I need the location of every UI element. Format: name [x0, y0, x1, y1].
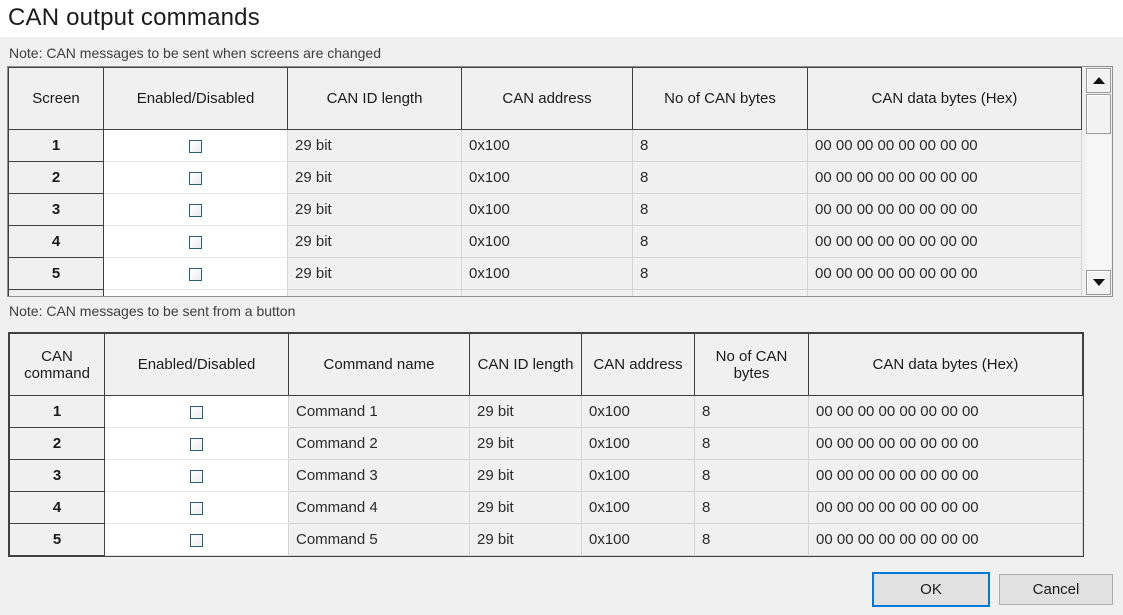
column-header-bytes: No of CAN bytes	[695, 334, 809, 396]
ok-button[interactable]	[872, 572, 990, 607]
can-id-length-cell[interactable]: 29 bit	[288, 162, 462, 194]
can-data-cell[interactable]: 00 00 00 00 00 00 00 00	[808, 162, 1082, 194]
scrollbar-thumb[interactable]	[1086, 94, 1111, 134]
screens-table	[8, 67, 1082, 296]
row-number: 3	[9, 194, 104, 226]
can-id-length-cell[interactable]: 29 bit	[288, 130, 462, 162]
can-bytes-cell[interactable]: 8	[633, 226, 808, 258]
can-address-cell[interactable]: 0x100	[582, 396, 695, 428]
screen-row	[9, 290, 1082, 297]
enabled-cell	[105, 460, 289, 492]
enabled-cell	[104, 226, 288, 258]
column-header-enabled: Enabled/Disabled	[104, 68, 288, 130]
can-data-cell[interactable]	[808, 290, 1082, 297]
can-id-length-cell[interactable]: 29 bit	[288, 226, 462, 258]
command-row	[10, 428, 1083, 460]
can-data-cell[interactable]: 00 00 00 00 00 00 00 00	[809, 524, 1083, 556]
command-name-cell[interactable]: Command 2	[289, 428, 470, 460]
screens-grid-control	[7, 66, 1113, 297]
vertical-scrollbar[interactable]	[1086, 68, 1111, 295]
enabled-checkbox[interactable]	[189, 268, 202, 281]
can-data-cell[interactable]: 00 00 00 00 00 00 00 00	[809, 396, 1083, 428]
cancel-button[interactable]	[999, 574, 1113, 605]
scroll-up-arrow-icon	[1093, 77, 1105, 84]
enabled-cell	[104, 290, 288, 297]
can-id-length-cell[interactable]: 29 bit	[288, 258, 462, 290]
cancel-button-label: Cancel	[1032, 581, 1080, 598]
enabled-cell	[104, 130, 288, 162]
can-id-length-cell[interactable]: 29 bit	[470, 492, 582, 524]
can-bytes-cell[interactable]	[633, 290, 808, 297]
can-data-cell[interactable]: 00 00 00 00 00 00 00 00	[808, 194, 1082, 226]
enabled-checkbox[interactable]	[190, 438, 203, 451]
can-data-cell[interactable]: 00 00 00 00 00 00 00 00	[809, 492, 1083, 524]
scroll-down-arrow-icon	[1093, 279, 1105, 286]
can-id-length-cell[interactable]: 29 bit	[470, 428, 582, 460]
screen-row	[9, 162, 1082, 194]
command-row	[10, 396, 1083, 428]
command-name-cell[interactable]: Command 1	[289, 396, 470, 428]
enabled-cell	[105, 428, 289, 460]
can-id-length-cell[interactable]: 29 bit	[470, 396, 582, 428]
can-bytes-cell[interactable]: 8	[695, 524, 809, 556]
commands-table	[9, 333, 1083, 556]
row-number: 3	[10, 460, 105, 492]
row-number	[9, 290, 104, 297]
screen-row	[9, 226, 1082, 258]
column-header-address: CAN address	[582, 334, 695, 396]
command-name-cell[interactable]: Command 3	[289, 460, 470, 492]
column-header-command-name: Command name	[289, 334, 470, 396]
can-bytes-cell[interactable]: 8	[695, 492, 809, 524]
can-address-cell[interactable]: 0x100	[462, 258, 633, 290]
command-row	[10, 492, 1083, 524]
can-data-cell[interactable]: 00 00 00 00 00 00 00 00	[808, 130, 1082, 162]
column-header-data: CAN data bytes (Hex)	[808, 68, 1082, 130]
commands-table-note: Note: CAN messages to be sent from a button	[9, 303, 296, 319]
enabled-checkbox[interactable]	[189, 140, 202, 153]
column-header-bytes: No of CAN bytes	[633, 68, 808, 130]
enabled-checkbox[interactable]	[189, 204, 202, 217]
can-bytes-cell[interactable]: 8	[695, 428, 809, 460]
enabled-cell	[105, 524, 289, 556]
column-header-data: CAN data bytes (Hex)	[809, 334, 1083, 396]
screen-row	[9, 194, 1082, 226]
column-header-screen: Screen	[9, 68, 104, 130]
enabled-checkbox[interactable]	[190, 406, 203, 419]
can-bytes-cell[interactable]: 8	[633, 258, 808, 290]
can-address-cell[interactable]: 0x100	[462, 162, 633, 194]
can-address-cell[interactable]: 0x100	[582, 428, 695, 460]
screens-grid-viewport	[8, 67, 1083, 296]
screen-row	[9, 130, 1082, 162]
can-id-length-cell[interactable]	[288, 290, 462, 297]
column-header-enabled: Enabled/Disabled	[105, 334, 289, 396]
enabled-checkbox[interactable]	[190, 534, 203, 547]
can-data-cell[interactable]: 00 00 00 00 00 00 00 00	[808, 226, 1082, 258]
can-data-cell[interactable]: 00 00 00 00 00 00 00 00	[808, 258, 1082, 290]
enabled-checkbox[interactable]	[190, 470, 203, 483]
enabled-cell	[104, 162, 288, 194]
command-row	[10, 524, 1083, 556]
enabled-cell	[105, 492, 289, 524]
enabled-cell	[104, 258, 288, 290]
column-header-address: CAN address	[462, 68, 633, 130]
can-address-cell[interactable]: 0x100	[462, 226, 633, 258]
row-number: 2	[10, 428, 105, 460]
column-header-id-length: CAN ID length	[470, 334, 582, 396]
can-bytes-cell[interactable]: 8	[695, 460, 809, 492]
row-number: 1	[10, 396, 105, 428]
can-address-cell[interactable]: 0x100	[582, 460, 695, 492]
row-number: 5	[10, 524, 105, 556]
enabled-cell	[104, 194, 288, 226]
screens-table-note: Note: CAN messages to be sent when screens are changed	[9, 45, 381, 61]
can-id-length-cell[interactable]: 29 bit	[288, 194, 462, 226]
can-address-cell[interactable]	[462, 290, 633, 297]
row-number: 2	[9, 162, 104, 194]
can-address-cell[interactable]: 0x100	[462, 194, 633, 226]
can-bytes-cell[interactable]: 8	[633, 194, 808, 226]
can-data-cell[interactable]: 00 00 00 00 00 00 00 00	[809, 428, 1083, 460]
can-bytes-cell[interactable]: 8	[695, 396, 809, 428]
command-name-cell[interactable]: Command 4	[289, 492, 470, 524]
row-number: 4	[10, 492, 105, 524]
commands-grid-control	[8, 332, 1084, 557]
row-number: 5	[9, 258, 104, 290]
enabled-checkbox[interactable]	[190, 502, 203, 515]
can-data-cell[interactable]: 00 00 00 00 00 00 00 00	[809, 460, 1083, 492]
scroll-up-button[interactable]	[1086, 68, 1111, 93]
row-number: 1	[9, 130, 104, 162]
can-id-length-cell[interactable]: 29 bit	[470, 524, 582, 556]
can-bytes-cell[interactable]: 8	[633, 162, 808, 194]
screen-row	[9, 258, 1082, 290]
column-header-can-command: CAN command	[10, 334, 105, 396]
ok-button-label: OK	[920, 581, 942, 598]
screens-table-header-row	[9, 68, 1082, 130]
can-address-cell[interactable]: 0x100	[582, 524, 695, 556]
can-address-cell[interactable]: 0x100	[582, 492, 695, 524]
can-bytes-cell[interactable]: 8	[633, 130, 808, 162]
command-name-cell[interactable]: Command 5	[289, 524, 470, 556]
can-address-cell[interactable]: 0x100	[462, 130, 633, 162]
enabled-checkbox[interactable]	[189, 236, 202, 249]
scroll-down-button[interactable]	[1086, 270, 1111, 295]
page-title: CAN output commands	[8, 4, 260, 31]
command-row	[10, 460, 1083, 492]
commands-table-header-row	[10, 334, 1083, 396]
column-header-id-length: CAN ID length	[288, 68, 462, 130]
can-id-length-cell[interactable]: 29 bit	[470, 460, 582, 492]
enabled-cell	[105, 396, 289, 428]
enabled-checkbox[interactable]	[189, 172, 202, 185]
row-number: 4	[9, 226, 104, 258]
